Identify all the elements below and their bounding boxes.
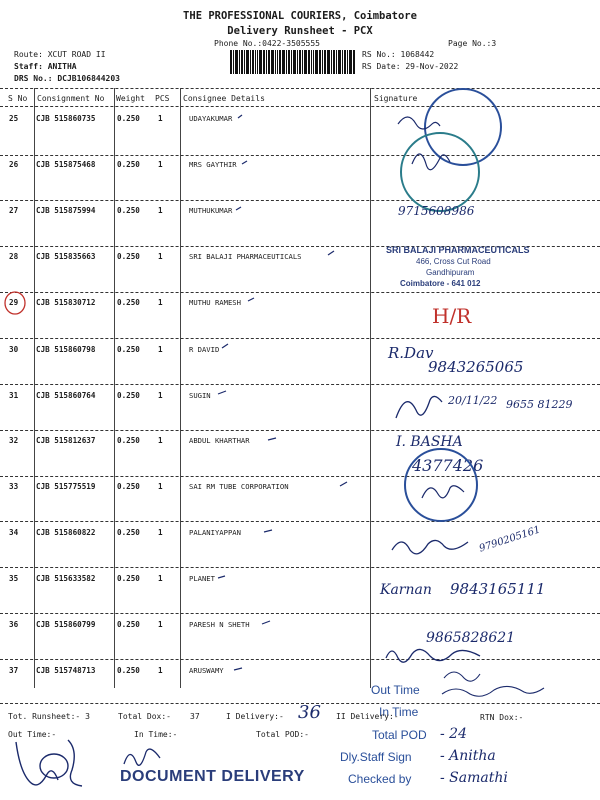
i-delivery-label: I Delivery:- (226, 712, 284, 721)
signature-image (418, 476, 468, 506)
col-header-pcs: PCS (155, 94, 170, 103)
row-consignee: PALANIYAPPAN (189, 528, 241, 537)
row-consignee: PARESH N SHETH (189, 620, 250, 629)
total-pod-value: - 24 (440, 726, 467, 742)
row-pcs: 1 (158, 345, 163, 354)
column-divider (114, 88, 115, 688)
handwritten-phone: 9715608986 (398, 204, 475, 218)
row-pcs: 1 (158, 666, 163, 675)
column-divider (34, 88, 35, 688)
row-sno: 25 (9, 114, 19, 123)
runsheet-title: Delivery Runsheet - PCX (227, 25, 373, 37)
signature-image (382, 642, 486, 666)
col-header-signature: Signature (374, 94, 418, 103)
ii-delivery-label: II Delivery:- (336, 712, 399, 721)
row-consignee: UDAYAKUMAR (189, 114, 233, 123)
row-consignee: MRS GAYTHIR (189, 160, 237, 169)
stamp-line: SRI BALAJI PHARMACEUTICALS (386, 245, 530, 255)
side-label-staff-sign: Dly.Staff Sign (340, 750, 412, 764)
row-pcs: 1 (158, 206, 163, 215)
row-sno: 35 (9, 574, 19, 583)
handwritten-phone: 9843265065 (428, 358, 524, 376)
rs-number: RS No.: 1068442 (362, 50, 435, 59)
row-consignment: CJB 515812637 (36, 436, 96, 445)
total-dox-label: Total Dox:- (118, 712, 171, 721)
side-label-in-time: In Time (379, 705, 419, 719)
stamp-line: Coimbatore - 641 012 (400, 279, 481, 288)
col-header-sno: S No (8, 94, 28, 103)
row-weight: 0.250 (117, 298, 140, 307)
handwritten-name: I. BASHA (396, 434, 463, 450)
handwritten-phone: 9790205161 (477, 524, 542, 555)
route-label: Route: XCUT ROAD II (14, 50, 106, 59)
row-sno: 37 (9, 666, 19, 675)
row-consignment: CJB 515830712 (36, 298, 96, 307)
row-weight: 0.250 (117, 528, 140, 537)
staff-label: Staff: ANITHA (14, 62, 77, 71)
handwritten-date: 20/11/22 (448, 394, 498, 407)
row-consignee: SRI BALAJI PHARMACEUTICALS (189, 252, 302, 261)
row-pcs: 1 (158, 528, 163, 537)
row-consignment: CJB 515835663 (36, 252, 96, 261)
i-delivery-value: 36 (298, 702, 321, 723)
row-pcs: 1 (158, 114, 163, 123)
row-consignee: ARUSWAMY (189, 666, 224, 675)
row-consignee: ABDUL KHARTHAR (189, 436, 250, 445)
checked-by-value: - Samathi (440, 770, 508, 786)
page-number: Page No.:3 (448, 39, 497, 48)
total-dox-value: 37 (190, 712, 200, 721)
row-pcs: 1 (158, 391, 163, 400)
row-consignment: CJB 515860764 (36, 391, 96, 400)
stamp-line: 466, Cross Cut Road (416, 257, 491, 266)
handwritten-phone: 9843165111 (450, 580, 546, 598)
drs-number: DRS No.: DCJB106844203 (14, 74, 120, 83)
row-consignment: CJB 515860822 (36, 528, 96, 537)
row-consignee: SAI RM TUBE CORPORATION (189, 482, 289, 491)
row-weight: 0.250 (117, 666, 140, 675)
row-pcs: 1 (158, 160, 163, 169)
row-pcs: 1 (158, 482, 163, 491)
row-sno: 31 (9, 391, 19, 400)
row-consignee: PLANET (189, 574, 215, 583)
signature-image (392, 104, 472, 204)
header-top-rule (0, 88, 600, 89)
handwritten-hr: H/R (432, 304, 472, 328)
row-weight: 0.250 (117, 574, 140, 583)
row-consignee: MUTHU RAMESH (189, 298, 241, 307)
row-consignment: CJB 515875994 (36, 206, 96, 215)
side-label-checked-by: Checked by (348, 772, 412, 786)
row-consignment: CJB 515633582 (36, 574, 96, 583)
row-consignment: CJB 515875468 (36, 160, 96, 169)
stamp-line: Gandhipuram (426, 268, 475, 277)
barcode-image (230, 50, 356, 74)
check-marks (180, 108, 370, 688)
row-sno: 28 (9, 252, 19, 261)
row-sno: 32 (9, 436, 19, 445)
header-bottom-rule (0, 106, 600, 107)
signature-image (10, 732, 90, 796)
total-pod-label: Total POD:- (256, 730, 309, 739)
row-pcs: 1 (158, 252, 163, 261)
col-header-consignee: Consignee Details (183, 94, 265, 103)
row-weight: 0.250 (117, 114, 140, 123)
handwritten-phone: 9655 81229 (506, 398, 573, 411)
row-consignee: MUTHUKUMAR (189, 206, 233, 215)
handwritten-phone: 9865828621 (426, 630, 516, 646)
rs-date: RS Date: 29-Nov-2022 (362, 62, 459, 71)
col-header-consignment: Consignment No (37, 94, 105, 103)
handwritten-name: R.Dav (388, 344, 434, 362)
signature-image (440, 664, 550, 708)
row-sno: 33 (9, 482, 19, 491)
row-pcs: 1 (158, 620, 163, 629)
row-weight: 0.250 (117, 345, 140, 354)
side-label-out-time: Out Time (371, 683, 420, 697)
row-consignment: CJB 515748713 (36, 666, 96, 675)
row-consignment: CJB 515775519 (36, 482, 96, 491)
row-sno: 36 (9, 620, 19, 629)
tot-runsheet: Tot. Runsheet:- 3 (8, 712, 90, 721)
company-stamp (386, 245, 530, 289)
row-sno: 29 (9, 298, 19, 307)
row-weight: 0.250 (117, 482, 140, 491)
row-sno: 26 (9, 160, 19, 169)
document-delivery-stamp: DOCUMENT DELIVERY (120, 768, 305, 785)
row-sno: 27 (9, 206, 19, 215)
staff-sign-value: - Anitha (440, 748, 496, 764)
signature-image (392, 388, 452, 424)
row-consignment: CJB 515860735 (36, 114, 96, 123)
row-pcs: 1 (158, 436, 163, 445)
out-time-label: Out Time:- (8, 730, 57, 739)
row-pcs: 1 (158, 574, 163, 583)
side-label-total-pod: Total POD (372, 728, 427, 742)
row-consignee: SUGIN (189, 391, 211, 400)
column-divider (370, 88, 371, 688)
handwritten-name: Karnan (380, 582, 432, 598)
row-sno: 34 (9, 528, 19, 537)
row-weight: 0.250 (117, 620, 140, 629)
in-time-label: In Time:- (134, 730, 178, 739)
row-consignment: CJB 515860798 (36, 345, 96, 354)
signature-image (388, 532, 474, 558)
rtn-dox-label: RTN Dox:- (480, 713, 524, 722)
row-weight: 0.250 (117, 160, 140, 169)
company-name: THE PROFESSIONAL COURIERS, Coimbatore (183, 10, 417, 22)
row-pcs: 1 (158, 298, 163, 307)
phone-number: Phone No.:0422-3505555 (214, 39, 320, 48)
row-weight: 0.250 (117, 436, 140, 445)
row-consignee: R DAVID (189, 345, 220, 354)
red-circle-mark (2, 290, 28, 316)
row-weight: 0.250 (117, 252, 140, 261)
row-weight: 0.250 (117, 206, 140, 215)
row-consignment: CJB 515860799 (36, 620, 96, 629)
row-weight: 0.250 (117, 391, 140, 400)
col-header-weight: Weight (116, 94, 145, 103)
handwritten-phone: 4377426 (412, 456, 484, 475)
row-sno: 30 (9, 345, 19, 354)
